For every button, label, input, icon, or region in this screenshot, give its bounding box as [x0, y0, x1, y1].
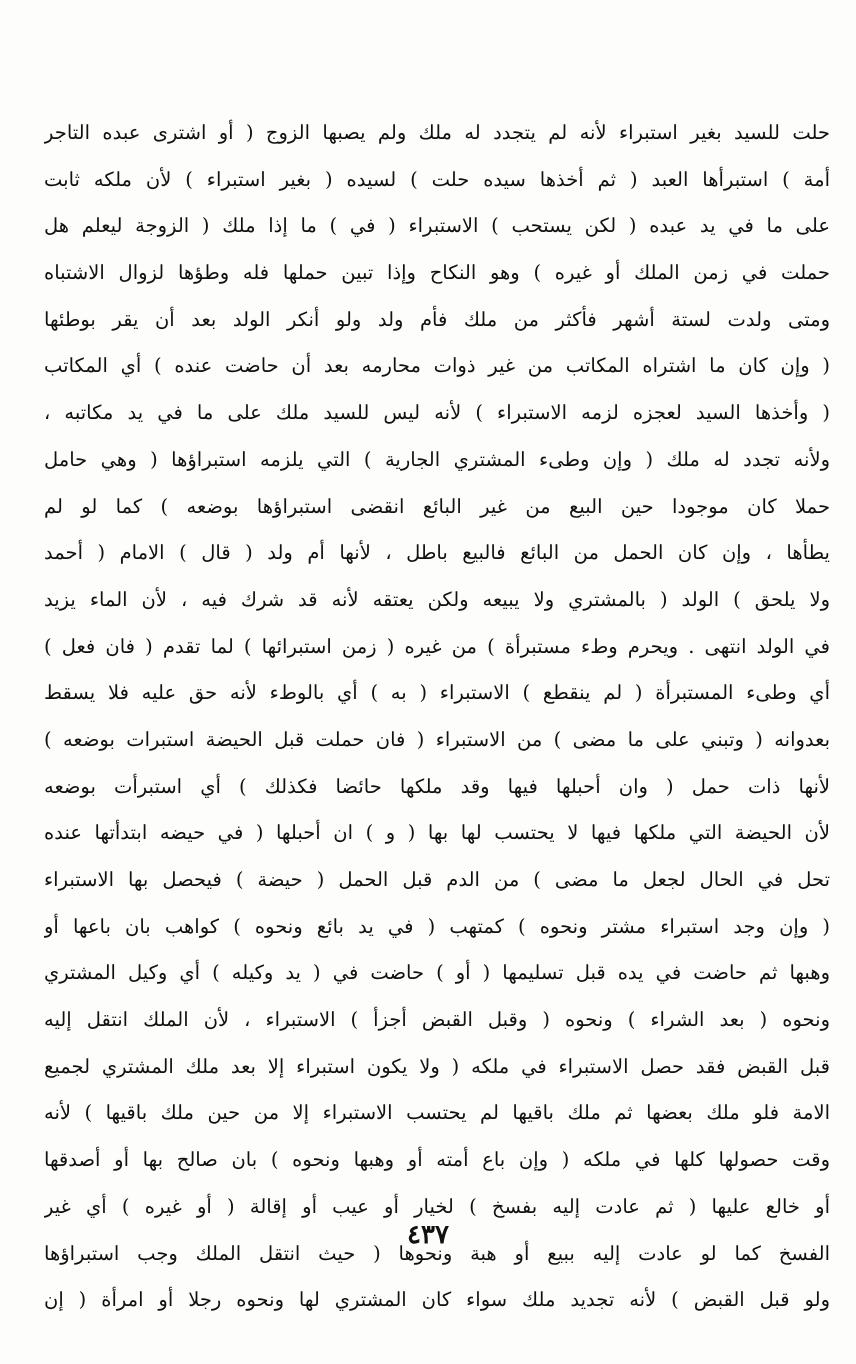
text-line: تحل في الحال لجعل ما مضى ) من الدم قبل الحمل ( حيضة ) فيحصل بها الاستبراء: [44, 868, 830, 891]
text-line: يطأها ، وإن كان الحمل من البائع فالبيع باطل ، لأنها أم ولد ( قال ) الامام ( أحمد: [44, 541, 830, 565]
text-line: لأنها ذات حمل ( وان أحبلها فيها وقد ملكها حائضا فكذلك ) أي استبرأت بوضعه: [44, 774, 830, 798]
text-line: أمة ) استبرأها العبد ( ثم أخذها سيده حلت ) لسيده ( بغير استبراء ) لأن ملكه ثابت: [44, 167, 830, 191]
text-line: أو خالع عليها ( ثم عادت إليه بفسخ ) لخيار أو عيب أو إقالة ( أو غيره ) أي غير: [44, 1194, 830, 1218]
text-line: وهبها ثم حاضت في يده قبل تسليمها ( أو ) حاضت في ( يد وكيله ) أي وكيل المشتري: [44, 961, 830, 985]
text-line: ولو قبل القبض ) لأنه تجديد ملك سواء كان المشتري لها ونحوه رجلا أو امرأة ( إن: [44, 1288, 830, 1312]
text-line: ونحوه ( بعد الشراء ) ونحوه ( وقبل القبض أجزأ ) الاستبراء ، لأن الملك انتقل إليه: [44, 1008, 830, 1032]
body-text: [44, 110, 830, 1324]
text-line: الفسخ كما لو عادت إليه ببيع أو هبة ونحوها ( حيث انتقل الملك وجب استبراؤها: [44, 1241, 830, 1265]
text-line: ( وإن كان ما اشتراه المكاتب من غير ذوات محارمه بعد أن حاضت عنده ) أي المكاتب: [44, 354, 830, 378]
text-line: أي وطىء المستبرأة ( لم ينقطع ) الاستبراء ( به ) أي بالوطء لأنه حق عليه فلا يسقط: [44, 681, 830, 705]
text-line: في الولد انتهى . ويحرم وطء مستبرأة ) من غيره ( زمن استبرائها ) لما تقدم ( فان فعل ): [44, 634, 830, 658]
text-line: ولا يلحق ) الولد ( بالمشتري ولا يبيعه ولكن يعتقه لأنه قد شرك فيه ، لأن الماء يزيد: [44, 587, 830, 611]
text-line: على ما في يد عبده ( لكن يستحب ) الاستبراء ( في ) ما إذا ملك ( الزوجة ليعلم هل: [44, 214, 830, 238]
text-line: الامة فلو ملك بعضها ثم ملك باقيها لم يحتسب الاستبراء إلا من حين ملك باقيها ) لأنه: [44, 1101, 830, 1125]
text-line: بعدوانه ( وتبني على ما مضى ) من الاستبراء ( فان حملت قبل الحيضة استبرات بوضعه ): [44, 727, 830, 751]
text-line: ( وإن وجد استبراء مشتر ونحوه ) كمتهب ( في يد بائع ونحوه ) كواهب بان باعها أو: [44, 914, 830, 938]
page-number: ٤٣٧: [407, 1220, 449, 1250]
text-line: ولأنه تجدد له ملك ( وإن وطىء المشتري الجارية ) التي يلزمه استبراؤها ( وهي حامل: [44, 447, 830, 471]
text-line: حملت في زمن الملك أو غيره ) وهو النكاح وإذا تبين حملها فله وطؤها لزوال الاشتباه: [44, 261, 830, 285]
text-line: ( وأخذها السيد لعجزه لزمه الاستبراء ) لأنه ليس للسيد ملك على ما في يد مكاتبه ،: [44, 401, 830, 425]
text-line: لأن الحيضة التي ملكها فيها لا يحتسب لها بها ( و ) ان أحبلها ( في حيضه ابتدأتها عنده: [44, 821, 830, 845]
text-line: حلت للسيد بغير استبراء لأنه لم يتجدد له ملك ولم يصبها الزوج ( أو اشترى عبده التاجر: [44, 121, 830, 144]
text-line: ومتى ولدت لستة أشهر فأكثر من ملك فأم ولد ولو أنكر الولد بعد أن يقر بوطئها: [44, 307, 830, 331]
text-line: قبل القبض فقد حصل الاستبراء في ملكه ( ولا يكون استبراء إلا بعد ملك المشتري لجميع: [44, 1054, 830, 1078]
text-line: وقت حصولها كلها في ملكه ( وإن باع أمته أو وهبها ونحوه ) بان صالح بها أو أصدقها: [44, 1148, 830, 1172]
text-line: حملا كان موجودا حين البيع من غير البائع انقضى استبراؤها بوضعه ) كما لو لم: [44, 494, 830, 518]
